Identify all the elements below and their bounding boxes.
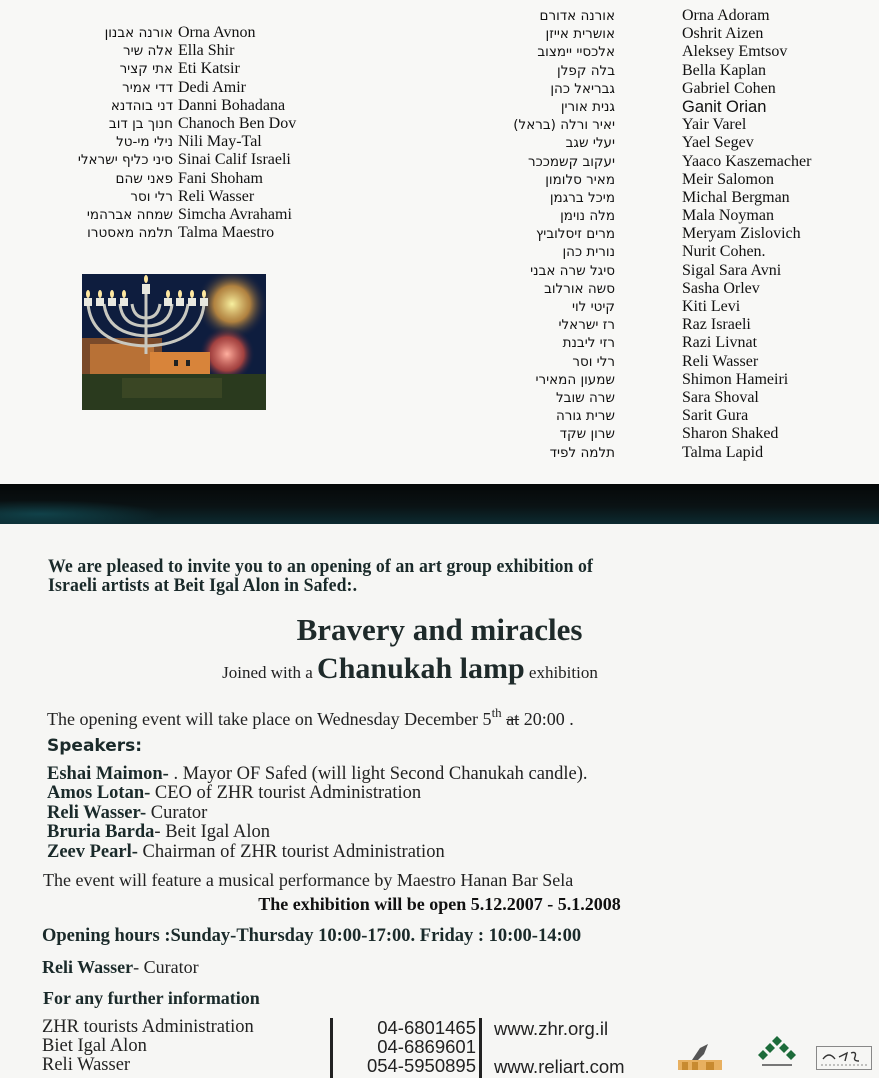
artist-name-english: Ella Shir [178, 42, 235, 60]
artist-row [0, 115, 360, 133]
artist-name-english: Yair Varel [682, 116, 747, 134]
invitation-line-2: Israeli artists at Beit Igal Alon in Safed:. [48, 576, 358, 596]
artist-row [440, 116, 879, 134]
artist-name-hebrew: יעלי שגב [565, 135, 615, 152]
artist-row [440, 298, 879, 316]
exhibition-title: Bravery and miracles [296, 612, 583, 647]
artist-row [440, 243, 879, 261]
subtitle-pre: Joined with a [222, 663, 318, 682]
artist-name-hebrew: מאיר סלומון [545, 171, 615, 188]
zhr-logo [678, 1040, 722, 1070]
artist-name-hebrew: יעקוב קשמככר [527, 153, 615, 170]
musical-performance-line: The event will feature a musical performance by Maestro Hanan Bar Sela [43, 870, 574, 890]
contact-name: ZHR tourists Administration [42, 1017, 254, 1037]
artist-name-hebrew: דדי אמיר [122, 79, 173, 96]
artist-name-hebrew: דני בוהדנא [110, 97, 173, 114]
speaker-role: Chairman of ZHR tourist Administration [137, 841, 445, 862]
artist-name-hebrew: שמחה אברהמי [86, 206, 173, 223]
opening-time: 20:00 . [519, 709, 574, 729]
artist-name-english: Dedi Amir [178, 78, 246, 96]
artist-name-english: Orna Adoram [682, 7, 770, 24]
speaker-entry [47, 784, 588, 803]
artist-row [0, 60, 360, 78]
artist-name-english: Shimon Hameiri [682, 370, 789, 388]
artist-name-hebrew: בלה קפלן [557, 62, 615, 79]
opening-hours: Opening hours :Sunday-Thursday 10:00-17:00. Friday : 10:00-14:00 [42, 926, 582, 946]
artist-name-hebrew: מיכל ברגמן [549, 189, 615, 206]
artist-name-english: Sharon Shaked [682, 425, 779, 443]
artist-name-hebrew: אתי קציר [119, 61, 173, 78]
contact-phones [330, 1018, 482, 1078]
invitation-intro [48, 558, 593, 596]
speaker-name: Zeev Pearl- [47, 841, 138, 862]
contact-phone[interactable]: 04-6869601 [377, 1036, 476, 1057]
artist-row [440, 425, 879, 443]
contact-website-zhr[interactable]: www.zhr.org.il [494, 1018, 609, 1039]
artist-name-english: Fani Shoham [178, 169, 263, 187]
beit-igal-alon-logo-icon [817, 1047, 871, 1069]
artist-name-hebrew: רלי וסר [130, 188, 173, 205]
artist-row [0, 97, 360, 115]
subtitle-post: exhibition [524, 663, 598, 682]
artist-row [0, 42, 360, 60]
artist-row [440, 371, 879, 389]
artist-name-hebrew: שמעון המאירי [535, 371, 615, 388]
artist-name-hebrew: שרית גורה [555, 408, 615, 425]
black-divider-band [0, 484, 879, 524]
artist-name-english: Reli Wasser [178, 187, 255, 205]
artist-name-english: Raz Israeli [682, 316, 751, 334]
menorah-painting-image [82, 274, 266, 410]
artist-row [0, 151, 360, 169]
contact-name: Biet Igal Alon [42, 1036, 147, 1056]
artist-row [440, 207, 879, 225]
artist-name-english: Yael Segev [682, 134, 754, 152]
artist-row [440, 334, 879, 352]
speaker-entry [47, 843, 588, 862]
artist-row [0, 206, 360, 224]
artist-name-hebrew: רז ישראלי [558, 317, 615, 334]
beit-igal-alon-logo [816, 1046, 872, 1070]
artist-row [440, 153, 879, 171]
artist-name-english: Sigal Sara Avni [682, 261, 782, 279]
artist-row [0, 133, 360, 151]
menorah-painting [82, 274, 266, 410]
exhibition-subtitle [0, 652, 820, 686]
artist-name-english: Ganit Orian [682, 97, 767, 116]
artist-row [440, 389, 879, 407]
artist-name-english: Michal Bergman [682, 188, 790, 206]
opening-event-line [47, 705, 574, 730]
curator-name: Reli Wasser [42, 957, 134, 977]
artist-name-english: Oshrit Aizen [682, 25, 764, 43]
speaker-name: Amos Lotan- [47, 783, 151, 804]
artist-row [440, 98, 879, 116]
speaker-role: Curator [146, 802, 208, 823]
artist-name-english: Sarit Gura [682, 407, 749, 425]
invitation-line-1: We are pleased to invite you to an opening of an art group exhibition of [48, 557, 594, 577]
artist-name-hebrew: אלה שיר [122, 43, 173, 60]
artist-row [440, 262, 879, 280]
artist-name-hebrew: סיני כליף ישראלי [77, 152, 173, 169]
artist-name-hebrew: גבריאל כהן [550, 80, 615, 97]
artist-name-english: Talma Lapid [682, 443, 764, 461]
artist-name-hebrew: נילי מי-טל [116, 134, 173, 151]
diamonds-logo [752, 1034, 802, 1070]
artist-name-english: Sinai Calif Israeli [178, 151, 291, 169]
artist-name-english: Yaaco Kaszemacher [682, 152, 812, 170]
artist-name-hebrew: תלמה מאסטרו [87, 225, 173, 242]
speaker-role: CEO of ZHR tourist Administration [150, 783, 422, 804]
artist-row [0, 79, 360, 97]
artist-name-hebrew: אורנה אבנון [104, 25, 173, 41]
artist-name-hebrew: סיגל שרה אבני [530, 262, 615, 279]
curator-role: - Curator [133, 957, 199, 977]
artist-name-hebrew: רלי וסר [572, 353, 615, 370]
artist-name-english: Aleksey Emtsov [682, 43, 788, 61]
artist-name-english: Eti Katsir [178, 60, 240, 78]
artist-name-english: Nili May-Tal [178, 133, 262, 151]
artist-name-hebrew: שרון שקד [559, 426, 615, 443]
opening-struck-word: at [506, 709, 520, 729]
artist-row [440, 280, 879, 298]
artist-name-hebrew: אורנה אדורם [539, 8, 615, 24]
speaker-role: - Beit Igal Alon [154, 822, 271, 843]
contact-name: Reli Wasser [42, 1055, 131, 1075]
artist-row [440, 225, 879, 243]
artist-name-hebrew: נורית כהן [562, 244, 615, 261]
curator-line [42, 957, 199, 978]
artist-row [0, 224, 360, 242]
artist-name-english: Simcha Avrahami [178, 205, 292, 223]
artist-name-hebrew: אלכסיי יימצוב [537, 44, 615, 61]
artist-name-hebrew: רזי ליבנת [562, 335, 615, 352]
artist-row [440, 7, 879, 25]
diamonds-logo-icon [752, 1034, 802, 1070]
artists-list-right [440, 7, 879, 462]
opening-text: The opening event will take place on Wednesday December 5 [47, 709, 492, 729]
further-info-heading: For any further information [43, 988, 260, 1008]
artist-row [440, 316, 879, 334]
speakers-heading: Speakers: [47, 736, 143, 756]
artist-name-english: Razi Livnat [682, 334, 758, 352]
artist-name-english: Mala Noyman [682, 207, 774, 225]
speaker-name: Reli Wasser- [47, 802, 147, 823]
contact-names [42, 1018, 254, 1075]
artist-name-hebrew: שרה שובל [555, 389, 615, 406]
speaker-name: Bruria Barda [47, 822, 155, 843]
speaker-entry [47, 823, 588, 842]
speakers-list [47, 765, 588, 862]
artist-name-english: Nurit Cohen. [682, 243, 766, 261]
artist-name-english: Reli Wasser [682, 352, 759, 370]
speaker-name: Eshai Maimon- [47, 764, 169, 784]
speaker-role: . Mayor OF Safed (will light Second Chanukah candle). [168, 764, 588, 784]
artist-name-hebrew: קיטי לוי [571, 299, 615, 315]
contact-phone[interactable]: 054-5950895 [366, 1055, 476, 1076]
artist-row [440, 43, 879, 61]
artist-name-english: Danni Bohadana [178, 96, 286, 114]
subtitle-highlight: Chanukah lamp [317, 652, 525, 685]
artist-name-hebrew: פאני שהם [115, 170, 173, 187]
artist-row [0, 188, 360, 206]
opening-date-suffix: th [491, 705, 502, 720]
artist-row [440, 62, 879, 80]
artist-row [440, 80, 879, 98]
artist-name-hebrew: חנוך בן דוב [108, 115, 173, 132]
artist-name-english: Kiti Levi [682, 298, 741, 315]
exhibition-dates: The exhibition will be open 5.12.2007 - 5.1.2008 [258, 894, 621, 914]
artist-name-english: Orna Avnon [178, 24, 256, 41]
artist-name-hebrew: מלה נוימן [560, 208, 615, 225]
artist-row [440, 444, 879, 462]
artist-name-english: Bella Kaplan [682, 61, 766, 79]
artist-name-english: Talma Maestro [178, 224, 275, 242]
artist-row [440, 25, 879, 43]
artist-row [440, 407, 879, 425]
speaker-entry [47, 765, 588, 784]
artist-name-english: Chanoch Ben Dov [178, 114, 297, 132]
artist-row [440, 171, 879, 189]
artist-name-english: Meryam Zislovich [682, 225, 801, 243]
artist-name-english: Sara Shoval [682, 388, 759, 406]
zhr-logo-icon [678, 1040, 722, 1070]
artist-row [440, 134, 879, 152]
artist-name-english: Sasha Orlev [682, 279, 760, 297]
artist-row [440, 189, 879, 207]
contact-phone[interactable]: 04-6801465 [377, 1017, 476, 1038]
artist-name-hebrew: סשה אורלוב [544, 280, 615, 297]
artist-name-hebrew: אושרית אייזן [545, 26, 615, 43]
artist-row [0, 170, 360, 188]
artist-name-hebrew: יאיר ורלה (בראל) [513, 117, 615, 134]
speaker-entry [47, 804, 588, 823]
contact-website-reliart[interactable]: www.reliart.com [494, 1056, 625, 1077]
artist-name-english: Gabriel Cohen [682, 79, 776, 97]
artist-name-hebrew: גנית אורין [560, 98, 615, 115]
artist-name-hebrew: מרים זיסלוביץ [536, 226, 615, 243]
artist-row [0, 24, 360, 42]
artist-name-english: Meir Salomon [682, 170, 774, 188]
artists-list-left [0, 24, 360, 242]
artist-name-hebrew: תלמה לפיד [549, 444, 615, 461]
artist-row [440, 353, 879, 371]
